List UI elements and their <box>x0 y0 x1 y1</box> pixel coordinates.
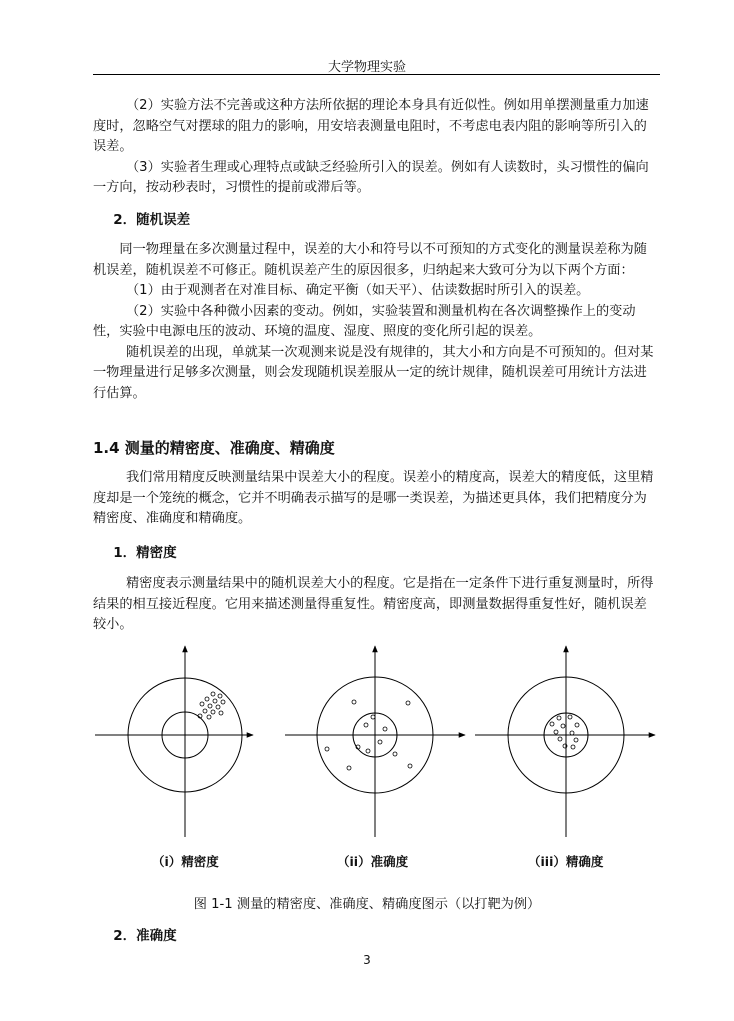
figure-caption: 图 1-1 测量的精密度、准确度、精确度图示（以打靶为例） <box>193 897 541 912</box>
page-number: 3 <box>363 953 371 967</box>
body-section-c <box>93 468 660 530</box>
section-heading: 1.4 测量的精密度、准确度、精确度 <box>93 439 335 457</box>
shot-marks <box>550 715 579 749</box>
body-section-b <box>93 240 660 404</box>
section-heading: 1．精密度 <box>113 545 177 561</box>
paragraph: 我们常用精度反映测量结果中误差大小的程度。误差小的精度高，误差大的精度低，这里精度却是一个笼统的概念，它并不明确表示描写的是哪一类误差，为描述更具体，我们把精度分为精密度、准确度和精确度。 <box>93 470 654 526</box>
target-precision <box>95 646 253 837</box>
paragraph: 同一物理量在多次测量过程中，误差的大小和符号以不可预知的方式变化的测量误差称为随机误差，随机误差不可修正。随机误差产生的原因很多，归纳起来大致可分为以下两个方面： <box>93 242 647 278</box>
sub-caption-accuracy: （ii）准确度 <box>337 854 409 869</box>
section-heading: 2．随机误差 <box>113 212 191 228</box>
running-header: 大学物理实验 <box>327 60 406 75</box>
sub-caption-precision: （i）精密度 <box>152 854 219 869</box>
target-accuracy <box>285 646 465 837</box>
shot-marks <box>198 692 225 719</box>
header-rule <box>93 74 660 75</box>
paragraph: 随机误差的出现，单就某一次观测来说是没有规律的，其大小和方向是不可预知的。但对某一物理量进行足够多次测量，则会发现随机误差服从一定的统计规律，随机误差可用统计方法进行估算。 <box>93 344 654 401</box>
paragraph: （3）实验者生理或心理特点或缺乏经验所引入的误差。例如有人读数时，头习惯性的偏向一方向，按动秒表时，习惯性的提前或滞后等。 <box>93 159 649 195</box>
target-correctness <box>475 646 655 837</box>
paragraph: （1）由于观测者在对准目标、确定平衡（如天平）、估读数据时所引入的误差。 <box>126 283 590 298</box>
heading-precision <box>93 543 660 563</box>
heading-random-error <box>93 210 660 230</box>
section-heading: 2．准确度 <box>113 928 177 944</box>
paragraph: 精密度表示测量结果中的随机误差大小的程度。它是指在一定条件下进行重复测量时，所得结果的相互接近程度。它用来描述测量得重复性。精密度高，即测量数据得重复性好，随机误差较小。 <box>93 576 654 632</box>
paragraph: （2）实验中各种微小因素的变动。例如，实验装置和测量机构在各次调整操作上的变动性，实验中电源电压的波动、环境的温度、湿度、照度的变化所引起的误差。 <box>93 303 636 339</box>
body-section-d <box>93 574 660 636</box>
body-section-a <box>93 96 660 199</box>
target-figure <box>90 640 670 840</box>
sub-caption-correctness: （iii）精确度 <box>528 854 604 869</box>
paragraph: （2）实验方法不完善或这种方法所依据的理论本身具有近似性。例如用单摆测量重力加速度时，忽略空气对摆球的阻力的影响，用安培表测量电阻时，不考虑电表内阻的影响等所引入的误差。 <box>93 98 649 154</box>
heading-1-4 <box>93 437 660 459</box>
heading-accuracy <box>93 926 660 946</box>
